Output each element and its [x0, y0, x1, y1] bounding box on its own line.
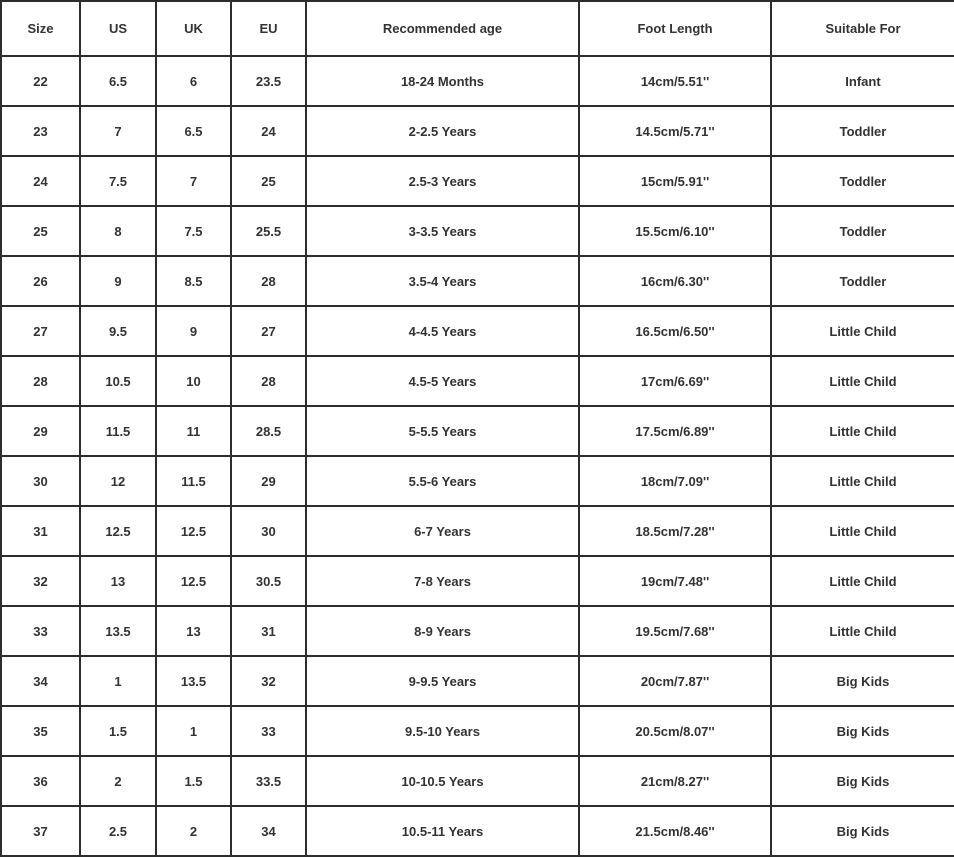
cell-suitable-for: Little Child	[771, 456, 954, 506]
cell-us: 2	[80, 756, 156, 806]
cell-recommended-age: 10-10.5 Years	[306, 756, 579, 806]
cell-us: 7.5	[80, 156, 156, 206]
cell-uk: 9	[156, 306, 231, 356]
cell-foot-length: 21cm/8.27''	[579, 756, 771, 806]
cell-uk: 11.5	[156, 456, 231, 506]
cell-eu: 33	[231, 706, 306, 756]
cell-suitable-for: Big Kids	[771, 706, 954, 756]
table-row	[1, 806, 954, 856]
cell-uk: 12.5	[156, 556, 231, 606]
cell-suitable-for: Little Child	[771, 606, 954, 656]
cell-eu: 27	[231, 306, 306, 356]
cell-recommended-age: 6-7 Years	[306, 506, 579, 556]
cell-foot-length: 14cm/5.51''	[579, 56, 771, 106]
header-eu: EU	[231, 1, 306, 56]
cell-size: 22	[1, 56, 80, 106]
table-row	[1, 356, 954, 406]
cell-uk: 2	[156, 806, 231, 856]
table-row	[1, 206, 954, 256]
cell-recommended-age: 18-24 Months	[306, 56, 579, 106]
cell-suitable-for: Big Kids	[771, 806, 954, 856]
cell-size: 30	[1, 456, 80, 506]
cell-us: 13.5	[80, 606, 156, 656]
cell-uk: 6	[156, 56, 231, 106]
cell-size: 32	[1, 556, 80, 606]
cell-eu: 31	[231, 606, 306, 656]
cell-suitable-for: Toddler	[771, 256, 954, 306]
header-foot-length: Foot Length	[579, 1, 771, 56]
cell-us: 6.5	[80, 56, 156, 106]
cell-uk: 1.5	[156, 756, 231, 806]
cell-foot-length: 17cm/6.69''	[579, 356, 771, 406]
cell-foot-length: 16.5cm/6.50''	[579, 306, 771, 356]
cell-recommended-age: 8-9 Years	[306, 606, 579, 656]
cell-eu: 24	[231, 106, 306, 156]
header-size: Size	[1, 1, 80, 56]
cell-size: 24	[1, 156, 80, 206]
cell-us: 8	[80, 206, 156, 256]
table-row	[1, 456, 954, 506]
cell-recommended-age: 4-4.5 Years	[306, 306, 579, 356]
table-row	[1, 256, 954, 306]
cell-foot-length: 21.5cm/8.46''	[579, 806, 771, 856]
table-row	[1, 306, 954, 356]
cell-foot-length: 19cm/7.48''	[579, 556, 771, 606]
cell-size: 36	[1, 756, 80, 806]
cell-us: 10.5	[80, 356, 156, 406]
cell-uk: 1	[156, 706, 231, 756]
cell-eu: 29	[231, 456, 306, 506]
cell-recommended-age: 10.5-11 Years	[306, 806, 579, 856]
cell-eu: 34	[231, 806, 306, 856]
cell-us: 2.5	[80, 806, 156, 856]
cell-uk: 13	[156, 606, 231, 656]
cell-uk: 12.5	[156, 506, 231, 556]
cell-us: 12	[80, 456, 156, 506]
cell-uk: 7	[156, 156, 231, 206]
cell-uk: 8.5	[156, 256, 231, 306]
cell-suitable-for: Toddler	[771, 206, 954, 256]
cell-recommended-age: 7-8 Years	[306, 556, 579, 606]
cell-us: 9	[80, 256, 156, 306]
cell-us: 9.5	[80, 306, 156, 356]
cell-uk: 11	[156, 406, 231, 456]
cell-suitable-for: Toddler	[771, 156, 954, 206]
header-uk: UK	[156, 1, 231, 56]
table-row	[1, 606, 954, 656]
cell-us: 1.5	[80, 706, 156, 756]
cell-eu: 25	[231, 156, 306, 206]
cell-recommended-age: 2.5-3 Years	[306, 156, 579, 206]
cell-eu: 28.5	[231, 406, 306, 456]
table-row	[1, 156, 954, 206]
cell-size: 23	[1, 106, 80, 156]
cell-uk: 6.5	[156, 106, 231, 156]
cell-foot-length: 17.5cm/6.89''	[579, 406, 771, 456]
cell-suitable-for: Big Kids	[771, 756, 954, 806]
cell-size: 29	[1, 406, 80, 456]
table-row	[1, 656, 954, 706]
table-row	[1, 56, 954, 106]
cell-eu: 23.5	[231, 56, 306, 106]
cell-suitable-for: Little Child	[771, 506, 954, 556]
cell-eu: 28	[231, 256, 306, 306]
cell-eu: 28	[231, 356, 306, 406]
cell-eu: 33.5	[231, 756, 306, 806]
table-body	[1, 56, 954, 856]
cell-suitable-for: Infant	[771, 56, 954, 106]
cell-size: 37	[1, 806, 80, 856]
table-row	[1, 756, 954, 806]
cell-foot-length: 20cm/7.87''	[579, 656, 771, 706]
cell-foot-length: 16cm/6.30''	[579, 256, 771, 306]
header-row	[1, 1, 954, 56]
cell-size: 26	[1, 256, 80, 306]
cell-suitable-for: Toddler	[771, 106, 954, 156]
table-row	[1, 556, 954, 606]
cell-recommended-age: 5-5.5 Years	[306, 406, 579, 456]
cell-recommended-age: 3-3.5 Years	[306, 206, 579, 256]
cell-us: 11.5	[80, 406, 156, 456]
cell-foot-length: 15cm/5.91''	[579, 156, 771, 206]
cell-us: 13	[80, 556, 156, 606]
header-suitable-for: Suitable For	[771, 1, 954, 56]
cell-eu: 25.5	[231, 206, 306, 256]
cell-uk: 7.5	[156, 206, 231, 256]
cell-eu: 30	[231, 506, 306, 556]
cell-recommended-age: 5.5-6 Years	[306, 456, 579, 506]
cell-size: 25	[1, 206, 80, 256]
cell-foot-length: 19.5cm/7.68''	[579, 606, 771, 656]
cell-recommended-age: 3.5-4 Years	[306, 256, 579, 306]
cell-foot-length: 18.5cm/7.28''	[579, 506, 771, 556]
table-row	[1, 406, 954, 456]
cell-eu: 32	[231, 656, 306, 706]
cell-us: 7	[80, 106, 156, 156]
cell-eu: 30.5	[231, 556, 306, 606]
cell-us: 12.5	[80, 506, 156, 556]
cell-uk: 10	[156, 356, 231, 406]
table-row	[1, 106, 954, 156]
cell-foot-length: 15.5cm/6.10''	[579, 206, 771, 256]
cell-size: 35	[1, 706, 80, 756]
cell-us: 1	[80, 656, 156, 706]
cell-size: 34	[1, 656, 80, 706]
cell-suitable-for: Little Child	[771, 556, 954, 606]
cell-suitable-for: Little Child	[771, 356, 954, 406]
header-us: US	[80, 1, 156, 56]
cell-foot-length: 18cm/7.09''	[579, 456, 771, 506]
table-header	[1, 1, 954, 56]
cell-size: 28	[1, 356, 80, 406]
cell-suitable-for: Big Kids	[771, 656, 954, 706]
cell-recommended-age: 9.5-10 Years	[306, 706, 579, 756]
cell-size: 31	[1, 506, 80, 556]
cell-suitable-for: Little Child	[771, 306, 954, 356]
cell-foot-length: 20.5cm/8.07''	[579, 706, 771, 756]
cell-size: 33	[1, 606, 80, 656]
cell-size: 27	[1, 306, 80, 356]
table-row	[1, 706, 954, 756]
cell-recommended-age: 4.5-5 Years	[306, 356, 579, 406]
table-row	[1, 506, 954, 556]
cell-suitable-for: Little Child	[771, 406, 954, 456]
cell-recommended-age: 2-2.5 Years	[306, 106, 579, 156]
cell-foot-length: 14.5cm/5.71''	[579, 106, 771, 156]
header-recommended-age: Recommended age	[306, 1, 579, 56]
cell-uk: 13.5	[156, 656, 231, 706]
cell-recommended-age: 9-9.5 Years	[306, 656, 579, 706]
